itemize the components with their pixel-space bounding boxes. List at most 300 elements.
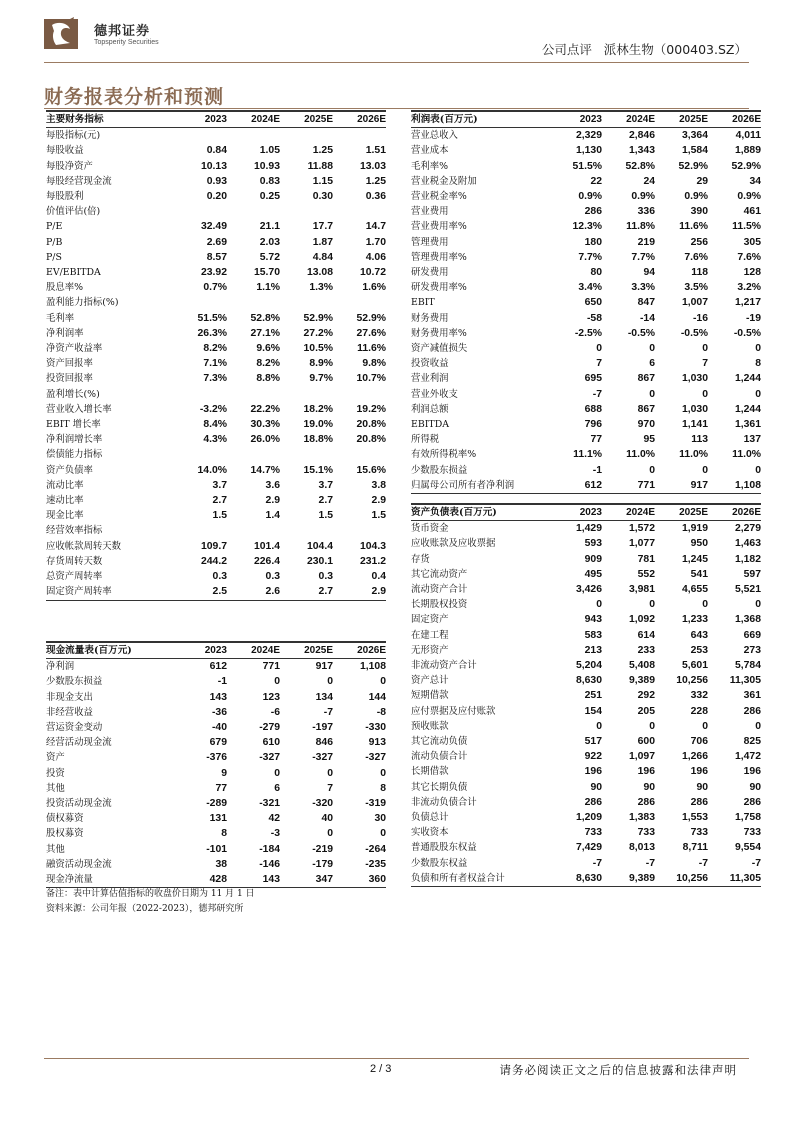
cell-value: 11.88 [307,160,333,172]
cell-value: 0 [649,464,655,476]
table-row [46,659,386,675]
balance-sheet-table [411,503,761,887]
column-header: 2023 [549,504,602,521]
cell-value: 0 [596,343,602,355]
cell-value: 0 [380,767,386,779]
row-label: 资产总计 [411,675,449,687]
title-divider [44,108,749,109]
cell-value: 52.9% [731,160,761,172]
cell-value: 15.1% [303,464,333,476]
cell-value: -289 [206,798,227,810]
cell-value: 90 [590,781,602,793]
cell-value: -1 [592,464,602,476]
row-label: 股息率% [46,282,84,294]
cell-value: 9 [221,767,227,779]
cell-value: 11.0% [732,449,761,461]
row-label: 管理费用 [411,236,449,248]
cell-value: 4,011 [735,130,761,142]
row-label: 营业总收入 [411,130,458,142]
cell-value: 1,889 [734,145,761,157]
cell-value: 0.3 [265,571,280,583]
cell-value: 3.8 [371,479,386,491]
column-header: 2023 [174,642,227,659]
row-label: 归属母公司所有者净利润 [411,478,549,494]
cell-value: 38 [215,858,227,870]
row-label: 盈利增长(%) [46,388,100,400]
cell-value: -376 [206,752,227,764]
row-label: 净利润增长率 [46,434,103,446]
cell-value: -58 [586,312,602,324]
row-label: 营业费用 [411,206,449,218]
row-label: 研发费用率% [411,282,467,294]
cell-value [174,295,227,310]
cell-value: 1.70 [365,236,386,248]
row-label: 存货周转天数 [46,555,103,567]
cell-value: 109.7 [200,540,227,552]
row-label: 非经营收益 [46,706,93,718]
table-row [46,811,386,826]
row-label: 存货 [411,553,430,565]
cell-value: 1,553 [681,812,708,824]
cell-value: 3.3% [631,282,655,294]
cell-value: 3.5% [684,282,708,294]
cell-value [227,295,280,310]
cell-value: 52.8% [250,312,280,324]
row-label: 固定资产周转率 [46,584,174,600]
table-title: 利润表(百万元) [411,111,549,128]
row-label: 短期借款 [411,690,449,702]
row-label: P/E [46,221,63,233]
row-label: 实收资本 [411,827,449,839]
cell-value: 286 [584,796,602,808]
cash-flow-table [46,641,386,888]
cell-value: 1.25 [365,175,386,187]
table-title: 资产负债表(百万元) [411,504,549,521]
row-label: 少数股东权益 [411,857,468,869]
cell-value: 205 [637,705,655,717]
row-label: 股权募资 [46,828,84,840]
column-header: 2025E [280,111,333,128]
table-row [46,387,386,402]
row-label: 货币资金 [411,523,449,535]
cell-value: 7.6% [737,251,761,263]
cell-value: 695 [584,373,602,385]
cell-value: 32.49 [200,221,227,233]
cell-value: 1,007 [681,297,708,309]
cell-value [280,387,333,402]
cell-value: 228 [690,705,708,717]
cell-value: 7.6% [684,251,708,263]
cell-value: 1.3% [309,282,333,294]
table-row [46,189,386,204]
row-label: 负债总计 [411,812,449,824]
cell-value: -7 [751,857,761,869]
cell-value: 2,329 [575,130,602,142]
cell-value: 11.8% [626,221,655,233]
cell-value: 40 [321,813,333,825]
cell-value: 1.25 [312,145,333,157]
row-label: 流动比率 [46,479,84,491]
cell-value: 34 [749,175,761,187]
cell-value: 1,092 [628,614,655,626]
cell-value: 0.7% [203,282,227,294]
cell-value: 23.92 [200,267,227,279]
table-header-row [411,504,761,521]
cell-value: 1.5 [318,510,333,522]
cell-value: 2.9 [371,495,386,507]
company-name: 派林生物（000403.SZ） [603,42,747,57]
cell-value: 688 [584,403,602,415]
cell-value: 8.2% [256,358,280,370]
cell-value [227,447,280,462]
cell-value: 781 [637,553,655,565]
cell-value [174,128,227,144]
table-row [411,189,761,204]
table-header-row [46,642,386,659]
cell-value: 2.03 [259,236,280,248]
row-label: 速动比率 [46,495,84,507]
cell-value: -0.5% [733,327,761,339]
cell-value: 1,472 [734,751,761,763]
row-label: P/S [46,251,62,263]
table-row [46,280,386,295]
row-label: 其它流动资产 [411,568,468,580]
cell-value: 26.3% [197,327,227,339]
table-row [46,174,386,189]
cell-value: 9.7% [309,373,333,385]
cell-value: 3.6 [265,479,280,491]
cell-value: 0 [755,720,761,732]
row-label: 少数股东损益 [411,464,468,476]
cell-value: 5,521 [734,584,761,596]
cell-value: -264 [365,843,386,855]
cell-value: 1,209 [575,812,602,824]
table-row [411,552,761,567]
table-row [411,521,761,537]
cell-value: 286 [690,796,708,808]
column-header: 2025E [655,504,708,521]
cell-value: 77 [590,434,602,446]
cell-value: 26.0% [250,434,280,446]
cell-value: -7 [645,857,655,869]
row-label: EV/EBITDA [46,267,101,279]
cell-value: 0.9% [578,191,602,203]
table-row [411,567,761,582]
cell-value: -184 [259,843,280,855]
row-label: 普通股股东权益 [411,842,477,854]
row-label: 资产减值损失 [411,343,468,355]
cell-value: 0 [649,599,655,611]
cell-value: 771 [262,661,280,673]
table-row [411,417,761,432]
row-label: 价值评估(倍) [46,206,101,218]
table-row [411,719,761,734]
cell-value: -0.5% [627,327,655,339]
cell-value: 10.93 [253,160,280,172]
cell-value [280,295,333,310]
row-label: 财务费用 [411,312,449,324]
cell-value: 5,601 [681,660,708,672]
cell-value: -16 [692,312,708,324]
cell-value: -3 [270,828,280,840]
cell-value: 1,108 [708,478,761,494]
cell-value: 0.20 [206,191,227,203]
cell-value: 0.9% [684,191,708,203]
table-row [46,539,386,554]
table-row [46,766,386,781]
row-label: 经营活动现金流 [46,737,112,749]
cell-value: 1,130 [575,145,602,157]
cell-value: 950 [690,538,708,550]
row-label: 负债和所有者权益合计 [411,871,549,887]
row-label: 其它长期负债 [411,781,468,793]
cell-value: 4.3% [203,434,227,446]
cell-value: 118 [691,267,708,279]
row-label: 每股净资产 [46,160,93,172]
cell-value [174,523,227,538]
table-row [46,265,386,280]
table-row [46,128,386,144]
cell-value: 541 [690,568,708,580]
cell-value: 90 [643,781,655,793]
table-row [411,582,761,597]
table-row [411,463,761,478]
cell-value: 13.03 [359,160,386,172]
cell-value: 1,572 [628,523,655,535]
cell-value: 583 [584,629,602,641]
cell-value: 144 [368,691,386,703]
table-row [411,612,761,627]
table-row [411,356,761,371]
cell-value: 21.1 [259,221,280,233]
cell-value: 6 [274,782,280,794]
cell-value: 3,364 [681,130,708,142]
table-row [46,356,386,371]
cell-value: 51.5% [197,312,227,324]
cell-value: 8,630 [549,871,602,887]
table-row [46,674,386,689]
table-row [411,478,761,494]
row-label: 其他 [46,782,65,794]
cell-value: 3,981 [628,584,655,596]
brand-logo [44,15,204,55]
table-row [46,857,386,872]
cell-value: 597 [743,568,761,580]
cell-value [174,447,227,462]
row-label: 其它流动负债 [411,736,468,748]
table-row [46,478,386,493]
cell-value: 2.6 [227,584,280,600]
report-type: 公司点评 [541,42,592,57]
cell-value: 913 [368,737,386,749]
table-row [411,795,761,810]
cell-value: -7 [592,857,602,869]
cell-value: 1,182 [734,553,761,565]
cell-value: 15.6% [356,464,386,476]
cell-value: 94 [643,267,655,279]
cell-value: 7,429 [575,842,602,854]
row-label: 投资活动现金流 [46,798,112,810]
cell-value: 0 [702,343,708,355]
cell-value: 11.6% [357,343,386,355]
cell-value: 7 [327,782,333,794]
cell-value: 4.06 [365,251,386,263]
cell-value: 196 [584,766,602,778]
cell-value: 30 [374,813,386,825]
table-row [46,569,386,584]
cell-value: 517 [584,736,602,748]
row-label: 总资产周转率 [46,571,103,583]
cell-value: 143 [227,872,280,888]
cell-value: 196 [743,766,761,778]
cell-value: 305 [743,236,761,248]
cell-value: -320 [312,798,333,810]
cell-value: 0.84 [206,145,227,157]
cell-value: 0 [755,388,761,400]
cell-value: 2.7 [318,495,333,507]
cell-value: 27.6% [356,327,386,339]
cell-value: 643 [690,629,708,641]
cell-value: 1,361 [734,419,761,431]
row-label: 净资产收益率 [46,343,103,355]
row-label: 其他 [46,843,65,855]
cell-value [227,128,280,144]
cell-value: 669 [743,629,761,641]
cell-value: 0 [702,599,708,611]
cell-value: 0 [274,676,280,688]
cell-value: 3.7 [212,479,227,491]
cell-value: 213 [584,644,602,656]
cell-value: 1,463 [734,538,761,550]
table-row [411,265,761,280]
cell-value: 8,013 [628,842,655,854]
row-label: 每股指标(元) [46,130,101,142]
cell-value: 77 [215,782,227,794]
table-row [411,128,761,144]
cell-value [227,523,280,538]
cell-value: 101.4 [253,540,280,552]
cell-value: 231.2 [359,555,386,567]
cell-value: 11.0% [679,449,708,461]
row-label: 资产回报率 [46,358,93,370]
table-row [411,143,761,158]
table-row [411,856,761,871]
cell-value: -14 [639,312,655,324]
table-row [411,295,761,310]
cell-value: 2.7 [212,495,227,507]
column-header: 2026E [333,642,386,659]
table-row [411,749,761,764]
cell-value: 113 [691,434,708,446]
cell-value: 286 [637,796,655,808]
cell-value: 20.8% [356,434,386,446]
table-row [46,493,386,508]
table-row [46,371,386,386]
cell-value: 679 [209,737,227,749]
column-header: 2025E [280,642,333,659]
table-row [46,311,386,326]
row-label: 应收帐款周转天数 [46,540,122,552]
cell-value: 10,256 [676,675,708,687]
cell-value: 0 [274,767,280,779]
row-label: 盈利能力指标(%) [46,297,119,309]
cell-value: 0 [702,388,708,400]
cell-value: 18.2% [303,403,333,415]
cell-value [280,204,333,219]
column-header: 2026E [708,504,761,521]
table-title: 现金流量表(百万元) [46,642,174,659]
table-row [46,584,386,600]
row-label: 毛利率% [411,160,449,172]
cell-value: 922 [584,751,602,763]
row-label: 非流动资产合计 [411,660,477,672]
cell-value: 1,343 [628,145,655,157]
cell-value: 495 [584,568,602,580]
cell-value: 10,256 [655,871,708,887]
cell-value: 917 [655,478,708,494]
table-row [411,250,761,265]
cell-value: 0 [755,599,761,611]
row-label: 长期股权投资 [411,599,468,611]
cell-value: -327 [365,752,386,764]
cell-value: 733 [743,827,761,839]
cell-value: 347 [280,872,333,888]
row-label: 债权募资 [46,813,84,825]
cell-value: 612 [209,661,227,673]
cell-value: 7.7% [578,251,602,263]
row-label: 净利润率 [46,327,84,339]
cell-value: 19.0% [303,419,333,431]
cell-value: 360 [333,872,386,888]
column-header: 2023 [174,111,227,128]
cell-value: 1,141 [681,419,708,431]
table-row [411,326,761,341]
table-row [411,840,761,855]
table-header-row [46,111,386,128]
legal-disclaimer: 请务必阅读正文之后的信息披露和法律声明 [499,1063,737,1077]
cell-value: 1.1% [256,282,280,294]
cell-value: 1.15 [312,175,333,187]
cell-value: 0.9% [631,191,655,203]
cell-value: 4,655 [681,584,708,596]
table-row [46,295,386,310]
cell-value: 706 [690,736,708,748]
table-row [46,341,386,356]
cell-value: -179 [312,858,333,870]
cell-value: 90 [749,781,761,793]
cell-value [333,387,386,402]
table-row [411,447,761,462]
cell-value: 10.13 [200,160,227,172]
table-row [411,658,761,673]
page-number: 2 / 3 [370,1063,392,1075]
cell-value: 131 [209,813,227,825]
cell-value: 273 [743,644,761,656]
cell-value: 593 [584,538,602,550]
cell-value: 0.25 [259,191,280,203]
row-label: 现金比率 [46,510,84,522]
cell-value [333,447,386,462]
table-row [411,371,761,386]
cell-value: 9,389 [628,675,655,687]
cell-value: 11.1% [573,449,602,461]
cell-value: 20.8% [356,419,386,431]
table-row [46,705,386,720]
table-row [411,432,761,447]
row-label: 净利润 [46,661,75,673]
cell-value: -1 [217,676,227,688]
cell-value: 6 [649,358,655,370]
